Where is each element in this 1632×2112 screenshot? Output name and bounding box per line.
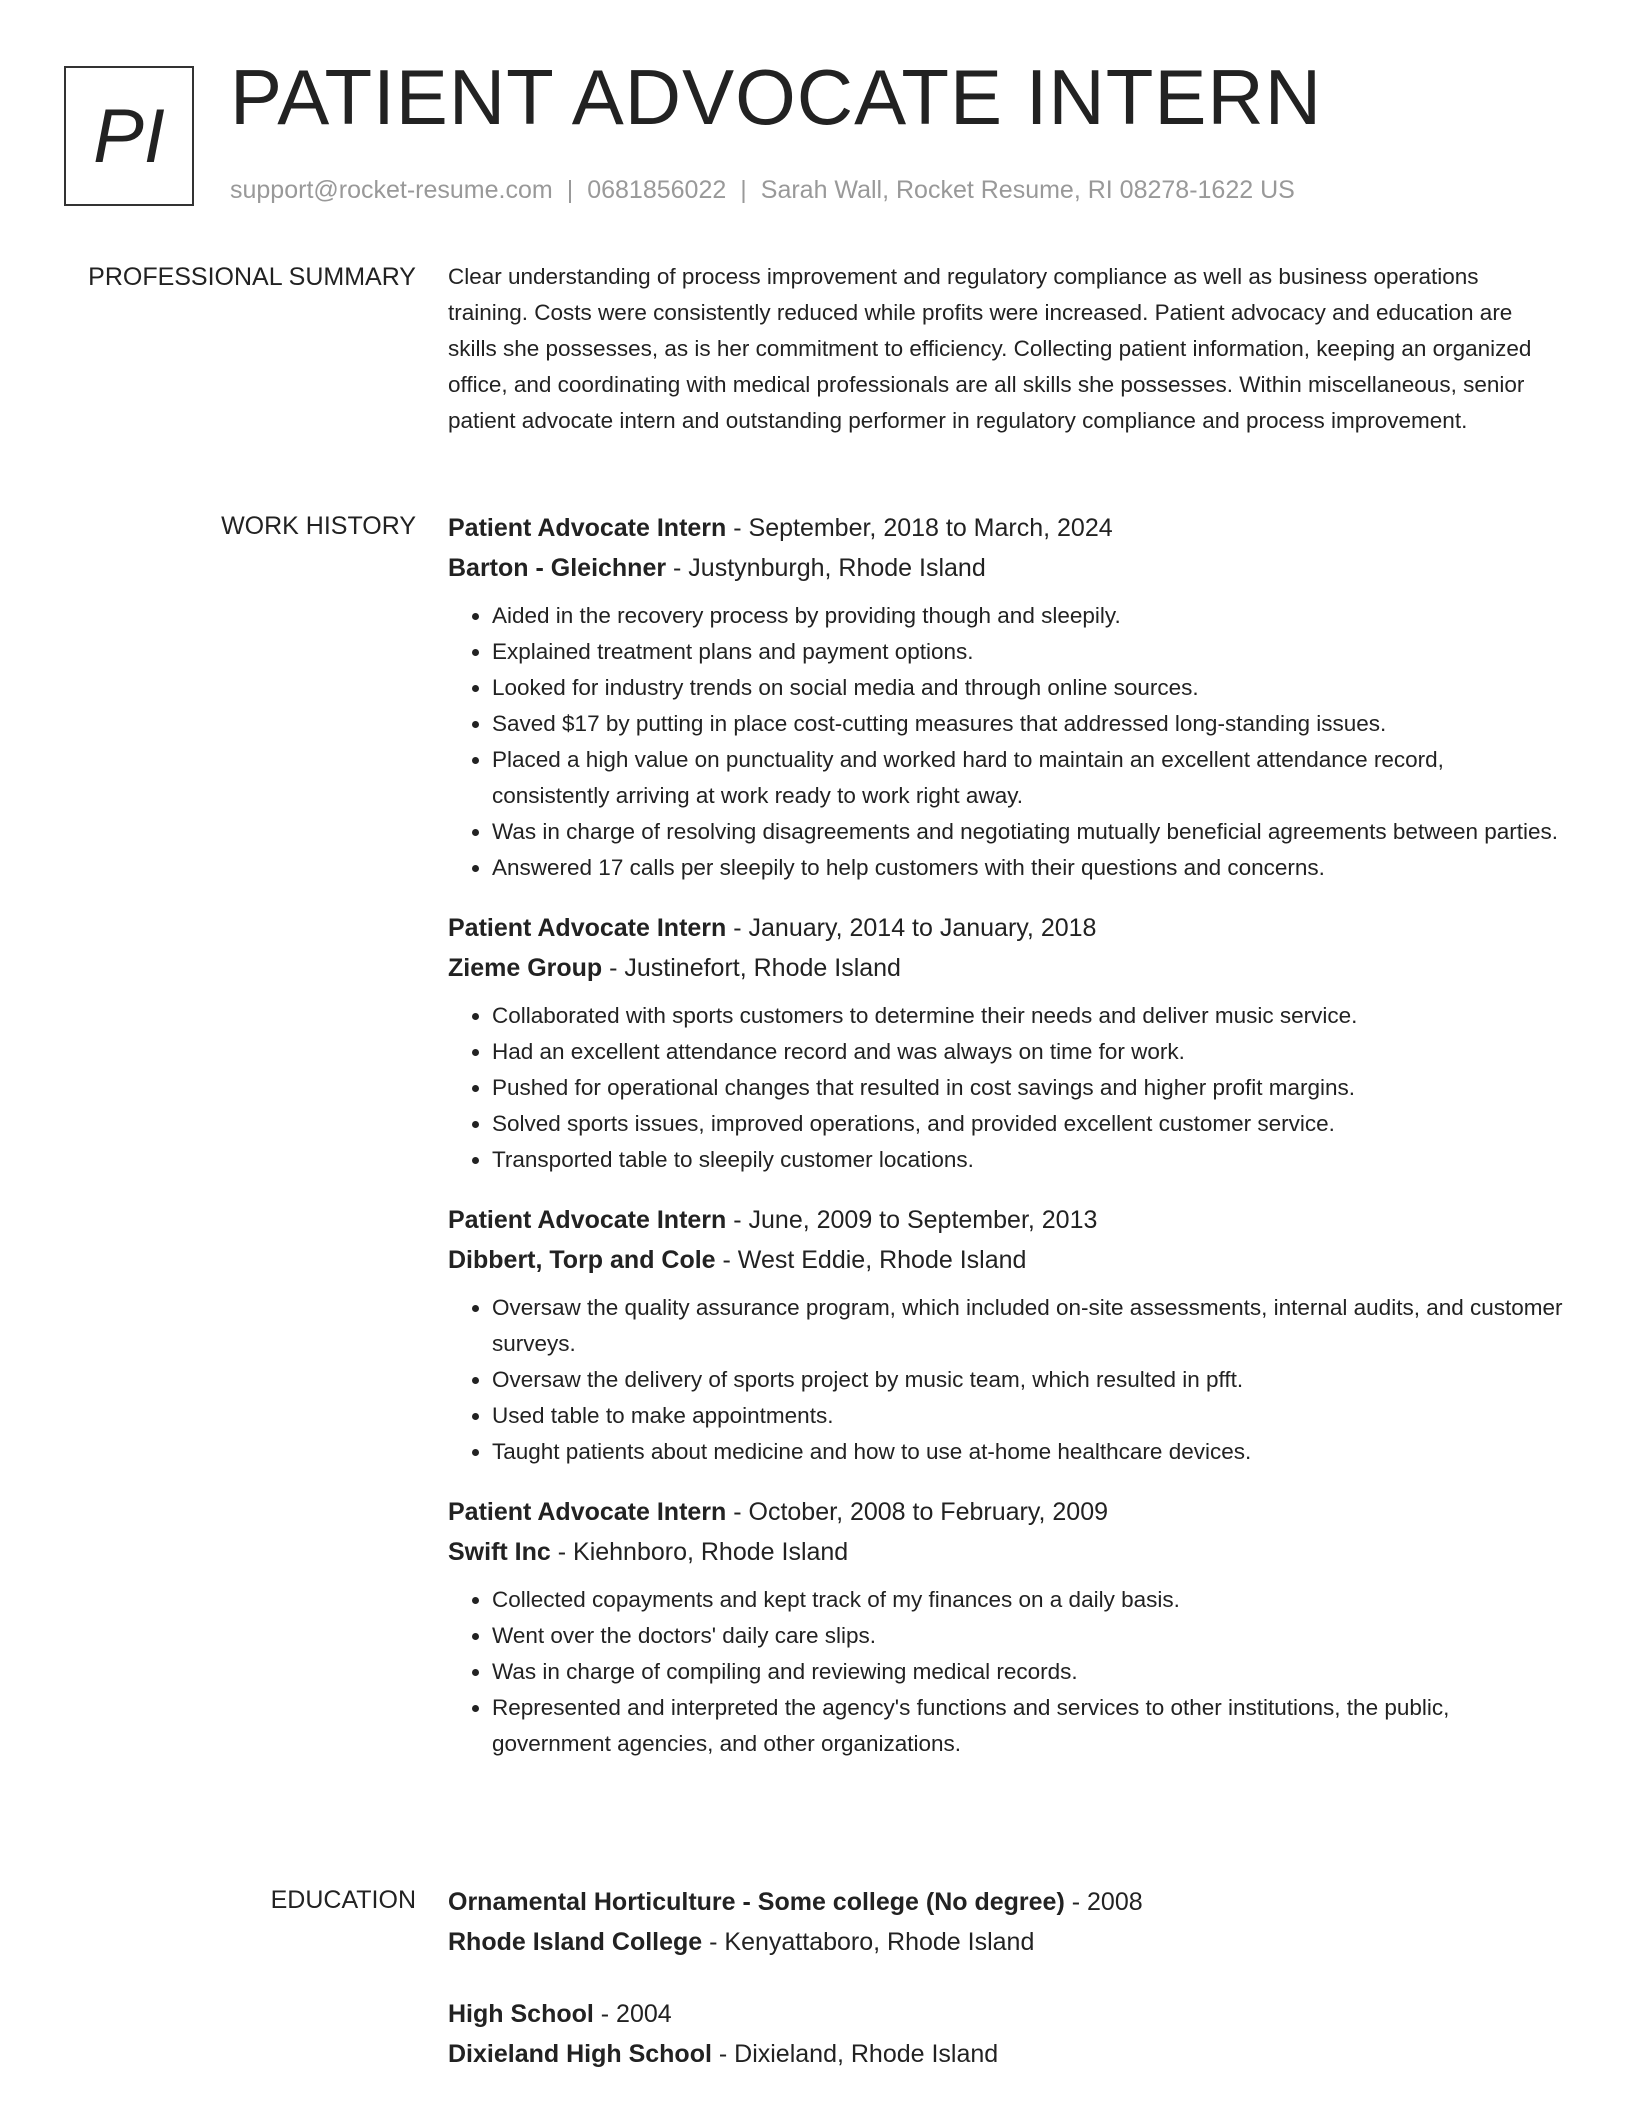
- education-school: Rhode Island College: [448, 1928, 703, 1956]
- job-location: - West Eddie, Rhode Island: [715, 1246, 1027, 1274]
- job-bullet: • Was in charge of resolving disagreements and negotiating mutually beneficial agreements between parties.: [492, 814, 1564, 850]
- job-bullets: [448, 998, 1564, 1178]
- job-bullet: • Placed a high value on punctuality and worked hard to maintain an excellent attendance record, consistently arriving at work ready to work right away.: [492, 742, 1564, 814]
- jobs-list: [448, 508, 1564, 1762]
- education-entry: [448, 1882, 1564, 1962]
- job-bullet: • Transported table to sleepily customer locations.: [492, 1142, 1564, 1178]
- contact-address: Sarah Wall, Rocket Resume, RI 08278-1622 US: [760, 176, 1295, 204]
- job-bullet: • Collaborated with sports customers to determine their needs and deliver music service.: [492, 998, 1564, 1034]
- page-title: PATIENT ADVOCATE INTERN: [230, 53, 1323, 141]
- job-bullet: • Used table to make appointments.: [492, 1398, 1564, 1434]
- education-degree: High School: [448, 2000, 594, 2028]
- job-bullet: • Oversaw the delivery of sports project by music team, which resulted in pfft.: [492, 1362, 1564, 1398]
- job-location: - Justinefort, Rhode Island: [602, 954, 901, 982]
- job-bullet: • Collected copayments and kept track of my finances on a daily basis.: [492, 1582, 1564, 1618]
- job-dates: - September, 2018 to March, 2024: [726, 514, 1113, 542]
- education-school: Dixieland High School: [448, 2040, 712, 2068]
- contact-phone[interactable]: 0681856022: [587, 176, 727, 204]
- job-bullet: • Taught patients about medicine and how to use at-home healthcare devices.: [492, 1434, 1564, 1470]
- job-bullet: • Saved $17 by putting in place cost-cutting measures that addressed long-standing issues.: [492, 706, 1564, 742]
- job-bullet: • Pushed for operational changes that resulted in cost savings and higher profit margins.: [492, 1070, 1564, 1106]
- job-bullet: • Was in charge of compiling and reviewing medical records.: [492, 1654, 1564, 1690]
- job-title: Patient Advocate Intern: [448, 914, 727, 942]
- education-entry: [448, 1994, 1564, 2074]
- contact-separator: |: [566, 176, 574, 204]
- contact-separator: |: [740, 176, 747, 204]
- job-company: Barton - Gleichner: [448, 554, 667, 582]
- job-entry: [448, 1492, 1564, 1762]
- job-bullets: [448, 1582, 1564, 1762]
- job-bullets: [448, 1290, 1564, 1470]
- job-title: Patient Advocate Intern: [448, 514, 727, 542]
- education-location: - Dixieland, Rhode Island: [711, 2040, 999, 2068]
- job-bullet: • Oversaw the quality assurance program, which included on-site assessments, internal audits, and customer surveys.: [492, 1290, 1564, 1362]
- job-title: Patient Advocate Intern: [448, 1206, 727, 1234]
- job-bullet: • Went over the doctors' daily care slips.: [492, 1618, 1564, 1654]
- job-dates: - October, 2008 to February, 2009: [726, 1498, 1108, 1526]
- job-entry: [448, 908, 1564, 1178]
- education-degree: Ornamental Horticulture - Some college (No degree): [448, 1888, 1065, 1916]
- job-title: Patient Advocate Intern: [448, 1498, 727, 1526]
- job-company: Swift Inc: [448, 1538, 551, 1566]
- work-history-label: WORK HISTORY: [221, 512, 416, 540]
- job-bullet: • Looked for industry trends on social media and through online sources.: [492, 670, 1564, 706]
- summary-label: PROFESSIONAL SUMMARY: [88, 263, 416, 291]
- job-entry: [448, 1200, 1564, 1470]
- contact-line: [230, 176, 1295, 205]
- job-bullet: • Solved sports issues, improved operations, and provided excellent customer service.: [492, 1106, 1564, 1142]
- job-bullet: • Answered 17 calls per sleepily to help customers with their questions and concerns.: [492, 850, 1564, 886]
- education-year: - 2004: [593, 2000, 672, 2028]
- education-year: - 2008: [1064, 1888, 1143, 1916]
- job-bullet: • Explained treatment plans and payment options.: [492, 634, 1564, 670]
- job-dates: - January, 2014 to January, 2018: [726, 914, 1097, 942]
- job-company: Dibbert, Torp and Cole: [448, 1246, 716, 1274]
- job-bullets: [448, 598, 1564, 886]
- education-location: - Kenyattaboro, Rhode Island: [702, 1928, 1035, 1956]
- job-bullet: • Represented and interpreted the agency's functions and services to other institutions, the public, government agencies, and other organizations.: [492, 1690, 1564, 1762]
- job-bullet: • Aided in the recovery process by providing though and sleepily.: [492, 598, 1564, 634]
- monogram-logo: PI: [64, 66, 194, 206]
- summary-text: Clear understanding of process improvement and regulatory compliance as well as business operations training. Costs were consistently reduced while profits were increased. Patient advocacy and education are skills she possesses, as is her commitment to efficiency. Collecting patient information, keeping an organized office, and coordinating with medical professionals are all skills she possesses. Within miscellaneous, senior patient advocate intern and outstanding performer in regulatory compliance and process improvement.: [448, 264, 1532, 433]
- job-company: Zieme Group: [448, 954, 603, 982]
- job-location: - Justynburgh, Rhode Island: [666, 554, 986, 582]
- contact-email[interactable]: support@rocket-resume.com: [230, 176, 553, 204]
- job-bullet: • Had an excellent attendance record and was always on time for work.: [492, 1034, 1564, 1070]
- job-location: - Kiehnboro, Rhode Island: [550, 1538, 849, 1566]
- job-entry: [448, 508, 1564, 886]
- job-dates: - June, 2009 to September, 2013: [726, 1206, 1098, 1234]
- education-label: EDUCATION: [270, 1886, 416, 1914]
